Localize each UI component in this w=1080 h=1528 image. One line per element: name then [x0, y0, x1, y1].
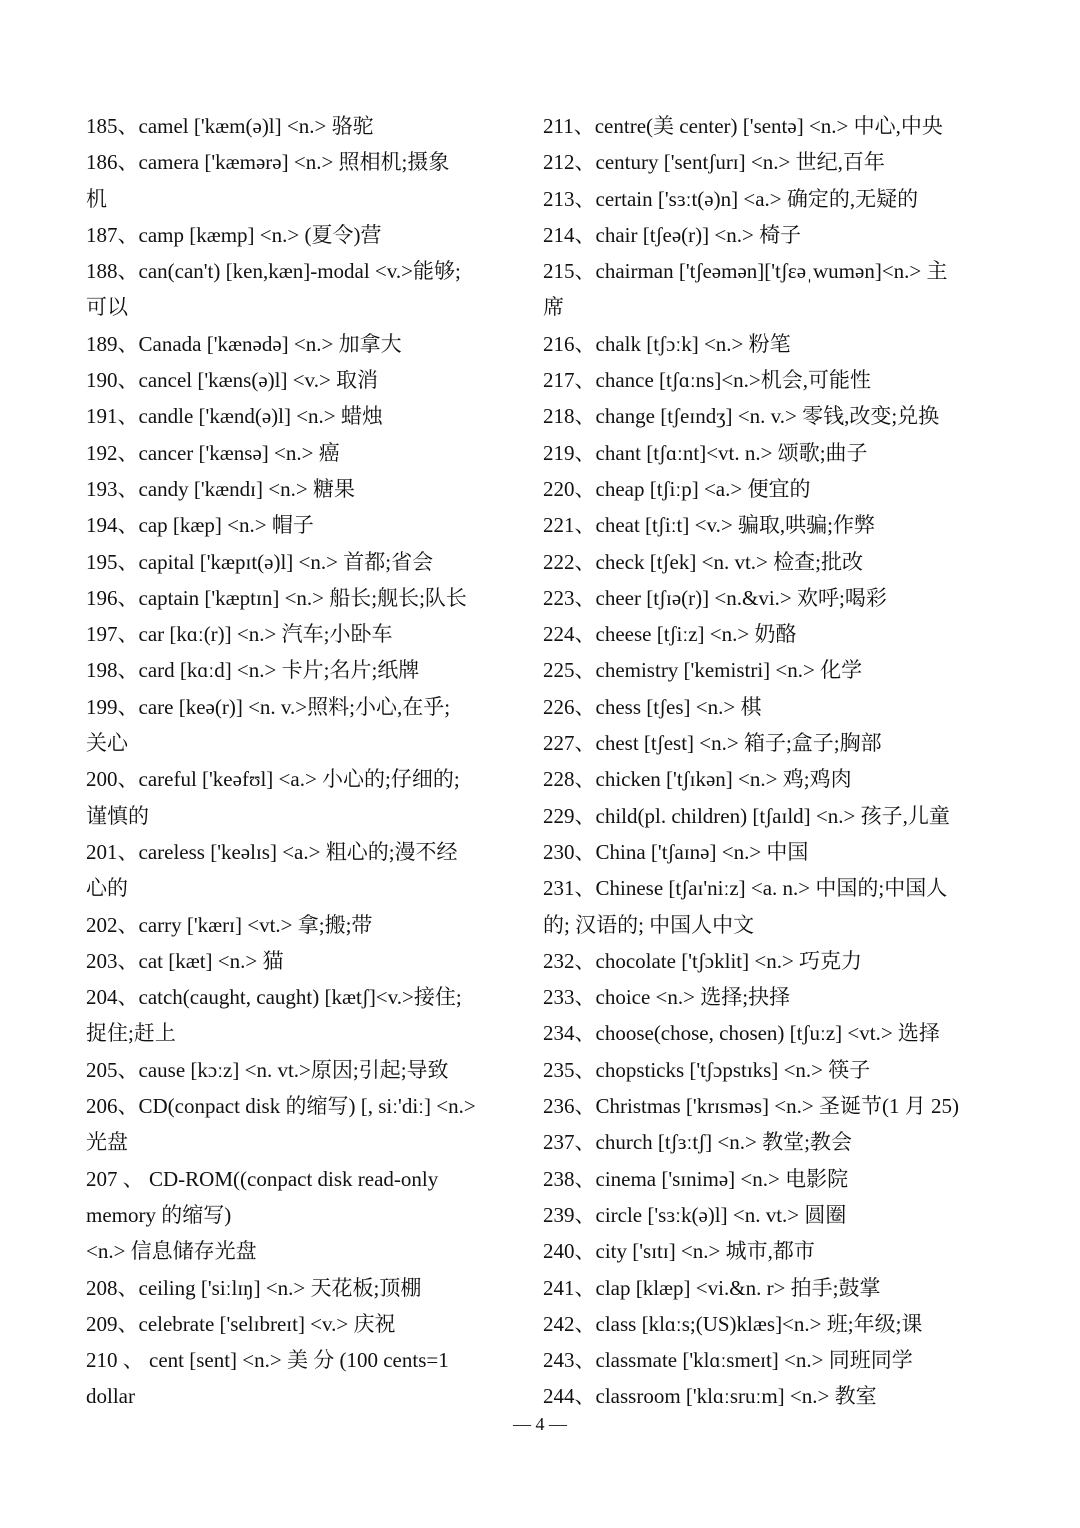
vocab-entry-line: 231、Chinese [tʃaɪ'niːz] <a. n.> 中国的;中国人 [543, 876, 948, 901]
vocab-entry [86, 326, 506, 362]
vocab-entry [543, 144, 993, 180]
vocab-entry [543, 471, 993, 507]
vocab-entry-line: 241、clap [klæp] <vi.&n. r> 拍手;鼓掌 [543, 1275, 881, 1300]
vocab-entry-line: 210 、 cent [sent] <n.> 美 分 (100 cents=1 [86, 1348, 449, 1373]
vocab-entry [543, 1270, 993, 1306]
vocab-entry-line: 221、cheat [tʃiːt] <v.> 骗取,哄骗;作弊 [543, 513, 876, 538]
vocab-entry [86, 616, 506, 652]
right-column [543, 108, 993, 1415]
vocab-entry [86, 1342, 506, 1415]
vocab-entry [86, 761, 506, 834]
vocab-entry-line: 224、cheese [tʃiːz] <n.> 奶酪 [543, 622, 797, 647]
vocab-entry [86, 435, 506, 471]
vocab-entry-line: 240、city ['sɪtɪ] <n.> 城市,都市 [543, 1239, 815, 1264]
vocab-entry [86, 362, 506, 398]
vocab-entry-line: 194、cap [kæp] <n.> 帽子 [86, 513, 314, 538]
vocab-entry [543, 398, 993, 434]
vocab-entry [86, 471, 506, 507]
vocab-entry-line: 215、chairman ['tʃeəmən]['tʃɛəˌwumən]<n.> 主 [543, 259, 948, 284]
vocab-entry [86, 398, 506, 434]
vocab-entry-line: 234、choose(chose, chosen) [tʃuːz] <vt.> 选择 [543, 1021, 940, 1046]
vocab-entry-line: 228、chicken ['tʃɪkən] <n.> 鸡;鸡肉 [543, 767, 852, 792]
vocab-entry-line: 225、chemistry ['kemistri] <n.> 化学 [543, 658, 863, 683]
vocab-entry [543, 1052, 993, 1088]
vocab-entry [86, 544, 506, 580]
vocab-entry [86, 1306, 506, 1342]
vocab-entry-line: 190、cancel ['kæns(ə)l] <v.> 取消 [86, 368, 379, 393]
vocab-entry [86, 580, 506, 616]
vocab-entry-line: 196、captain ['kæptɪn] <n.> 船长;舰长;队长 [86, 585, 467, 610]
vocab-entry [86, 1270, 506, 1306]
vocab-entry-line: 222、check [tʃek] <n. vt.> 检查;批改 [543, 549, 863, 574]
vocab-entry-line: 187、camp [kæmp] <n.> (夏令)营 [86, 222, 382, 247]
vocab-entry-line: 211、centre(美 center) ['sentə] <n.> 中心,中央 [543, 114, 943, 138]
vocab-entry-line: 195、capital ['kæpɪt(ə)l] <n.> 首都;省会 [86, 549, 434, 574]
vocab-entry [86, 253, 506, 326]
vocab-entry [543, 580, 993, 616]
vocab-entry-line: 238、cinema ['sɪnimə] <n.> 电影院 [543, 1166, 849, 1191]
vocab-entry-line: 199、care [keə(r)] <n. v.>照料;小心,在乎; [86, 694, 451, 719]
vocab-entry-line: 237、church [tʃɜːtʃ] <n.> 教堂;教会 [543, 1130, 852, 1155]
vocab-entry [543, 1124, 993, 1160]
vocab-entry-line: 218、change [tʃeɪndʒ] <n. v.> 零钱,改变;兑换 [543, 404, 940, 429]
vocab-entry-line: 233、choice <n.> 选择;抉择 [543, 985, 791, 1010]
vocab-entry-line: 席 [543, 295, 564, 320]
vocab-entry-line: 236、Christmas ['krɪsməs] <n.> 圣诞节(1 月 25) [543, 1094, 959, 1119]
vocab-entry-line: 217、chance [tʃɑːns]<n.>机会,可能性 [543, 368, 872, 393]
vocab-entry [543, 544, 993, 580]
vocab-entry [543, 834, 993, 870]
vocab-entry-line: 198、card [kɑːd] <n.> 卡片;名片;纸牌 [86, 658, 420, 683]
vocab-entry-line: 200、careful ['keəfʊl] <a.> 小心的;仔细的; [86, 767, 460, 792]
vocab-entry-line: dollar [86, 1384, 135, 1409]
vocab-entry-line: memory 的缩写) [86, 1202, 232, 1227]
vocab-entry [543, 798, 993, 834]
vocab-entry [543, 326, 993, 362]
vocab-entry-line: 206、CD(conpact disk 的缩写) [, siː'diː] <n.> [86, 1094, 476, 1119]
vocab-entry-line: 202、carry ['kærɪ] <vt.> 拿;搬;带 [86, 912, 373, 937]
vocab-entry [543, 181, 993, 217]
vocab-entry [543, 652, 993, 688]
vocab-entry [543, 1088, 993, 1124]
vocab-entry-line: 204、catch(caught, caught) [kætʃ]<v.>接住; [86, 985, 462, 1010]
vocab-entry-line: 227、chest [tʃest] <n.> 箱子;盒子;胸部 [543, 731, 882, 756]
vocab-entry-line: 谨慎的 [86, 803, 149, 828]
vocab-entry [543, 253, 993, 326]
vocab-entry [86, 217, 506, 253]
vocab-entry [543, 979, 993, 1015]
vocab-entry-line: 192、cancer ['kænsə] <n.> 癌 [86, 440, 340, 465]
vocab-entry-line: <n.> 信息储存光盘 [86, 1239, 257, 1264]
page-number: — 4 — [513, 1414, 567, 1434]
vocab-entry [86, 108, 506, 144]
vocab-entry [543, 616, 993, 652]
vocab-entry [86, 907, 506, 943]
vocab-entry-line: 220、cheap [tʃiːp] <a.> 便宜的 [543, 476, 811, 501]
vocab-entry-line: 242、class [klɑːs;(US)klæs]<n.> 班;年级;课 [543, 1311, 923, 1336]
vocab-entry-line: 216、chalk [tʃɔːk] <n.> 粉笔 [543, 331, 791, 356]
vocab-entry-line: 关心 [86, 731, 128, 756]
vocab-entry [543, 1342, 993, 1378]
vocab-entry-line: 心的 [86, 876, 128, 901]
vocab-entry [543, 217, 993, 253]
vocab-entry-line: 219、chant [tʃɑːnt]<vt. n.> 颂歌;曲子 [543, 440, 868, 465]
vocab-entry [86, 507, 506, 543]
vocab-entry-line: 243、classmate ['klɑːsmeɪt] <n.> 同班同学 [543, 1348, 913, 1373]
vocab-entry [86, 1161, 506, 1270]
vocab-entry [86, 943, 506, 979]
vocab-entry-line: 232、chocolate ['tʃɔklit] <n.> 巧克力 [543, 948, 863, 973]
vocab-entry-line: 203、cat [kæt] <n.> 猫 [86, 948, 284, 973]
vocab-entry-line: 244、classroom ['klɑːsruːm] <n.> 教室 [543, 1384, 877, 1409]
vocab-entry [543, 1197, 993, 1233]
vocab-entry-line: 209、celebrate ['selɪbreɪt] <v.> 庆祝 [86, 1311, 396, 1336]
vocab-entry-line: 229、child(pl. children) [tʃaɪld] <n.> 孩子,儿童 [543, 803, 950, 828]
vocab-entry [543, 870, 993, 943]
vocab-entry [86, 144, 506, 217]
vocab-entry-line: 226、chess [tʃes] <n.> 棋 [543, 694, 762, 719]
vocab-entry [86, 1088, 506, 1161]
vocab-entry [543, 507, 993, 543]
vocab-entry [86, 834, 506, 907]
vocab-entry-line: 214、chair [tʃeə(r)] <n.> 椅子 [543, 222, 802, 247]
left-column [86, 108, 506, 1415]
vocab-entry-line: 213、certain ['sɜːt(ə)n] <a.> 确定的,无疑的 [543, 186, 919, 211]
vocab-entry-line: 239、circle ['sɜːk(ə)l] <n. vt.> 圆圈 [543, 1202, 847, 1227]
vocab-entry [543, 108, 993, 144]
vocab-entry [543, 689, 993, 725]
vocab-entry-line: 机 [86, 186, 107, 211]
vocab-entry [86, 689, 506, 762]
vocab-entry-line: 205、cause [kɔːz] <n. vt.>原因;引起;导致 [86, 1057, 449, 1082]
vocab-entry-line: 223、cheer [tʃɪə(r)] <n.&vi.> 欢呼;喝彩 [543, 585, 887, 610]
vocab-entry [543, 1378, 993, 1414]
vocab-entry-line: 188、can(can't) [ken,kæn]-modal <v.>能够; [86, 259, 461, 284]
vocab-entry-line: 193、candy ['kændɪ] <n.> 糖果 [86, 476, 355, 501]
vocab-entry-line: 光盘 [86, 1130, 128, 1155]
vocab-entry [543, 761, 993, 797]
vocab-entry [543, 1306, 993, 1342]
vocab-entry-line: 235、chopsticks ['tʃɔpstɪks] <n.> 筷子 [543, 1057, 871, 1082]
vocab-entry-line: 212、century ['sentʃurɪ] <n.> 世纪,百年 [543, 150, 885, 175]
vocab-entry-line: 201、careless ['keəlɪs] <a.> 粗心的;漫不经 [86, 839, 458, 864]
vocab-entry-line: 可以 [86, 295, 128, 320]
vocab-entry [543, 1233, 993, 1269]
vocab-entry-line: 207 、 CD-ROM((conpact disk read-only [86, 1166, 439, 1191]
vocab-entry [543, 435, 993, 471]
vocab-entry-line: 186、camera ['kæmərə] <n.> 照相机;摄象 [86, 150, 450, 175]
vocab-entry-line: 230、China ['tʃaɪnə] <n.> 中国 [543, 839, 809, 864]
vocab-entry-line: 的; 汉语的; 中国人中文 [543, 912, 755, 937]
vocab-entry [543, 1161, 993, 1197]
vocab-entry-line: 191、candle ['kænd(ə)l] <n.> 蜡烛 [86, 404, 383, 429]
vocab-entry [543, 362, 993, 398]
vocab-entry-line: 185、camel ['kæm(ə)l] <n.> 骆驼 [86, 114, 374, 138]
vocab-entry-line: 189、Canada ['kænədə] <n.> 加拿大 [86, 331, 402, 356]
vocab-entry [86, 979, 506, 1052]
vocab-entry [86, 652, 506, 688]
vocab-entry [543, 725, 993, 761]
vocab-entry [543, 943, 993, 979]
vocab-entry-line: 捉住;赶上 [86, 1021, 176, 1046]
vocab-entry-line: 197、car [kɑː(r)] <n.> 汽车;小卧车 [86, 622, 393, 647]
vocab-entry [86, 1052, 506, 1088]
vocab-entry-line: 208、ceiling ['siːlɪŋ] <n.> 天花板;顶棚 [86, 1275, 422, 1300]
vocab-entry [543, 1015, 993, 1051]
